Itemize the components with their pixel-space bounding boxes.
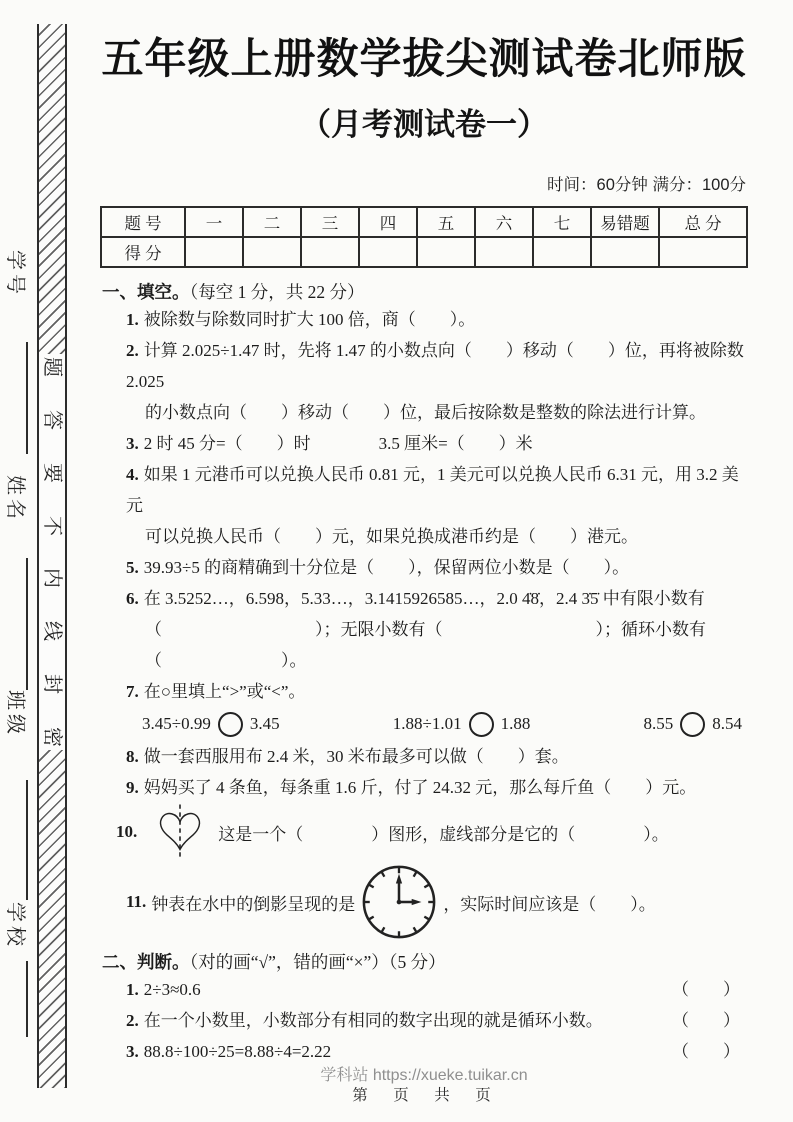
school-label: 学校 <box>4 902 26 950</box>
question-number: 9. <box>126 778 139 797</box>
comparison-circle-icon <box>469 712 494 737</box>
score-cell <box>417 237 475 267</box>
score-header-cell: 总 分 <box>659 207 747 237</box>
footer-page-info: 第 页 共 页 <box>352 1087 496 1104</box>
question-number: 3. <box>126 434 139 453</box>
question-text: 2÷3≈0.6 <box>143 980 201 999</box>
student-name-label: 姓名 <box>4 475 26 523</box>
comparison-item <box>393 712 531 737</box>
score-header-cell: 题 号 <box>101 207 185 237</box>
comparison-circle-icon <box>218 712 243 737</box>
comparison-right: 8.54 <box>712 714 742 733</box>
score-row-label: 得 分 <box>101 237 185 267</box>
seal-char: 封 <box>41 674 63 695</box>
score-table <box>100 206 748 268</box>
time-limit-info: 时间：60分钟 满分：100分 <box>547 176 746 194</box>
seal-char: 答 <box>41 409 63 430</box>
question-number: 7. <box>126 682 139 701</box>
answer-blank: （ ） <box>672 1011 740 1030</box>
question-2-continued: 的小数点向（ ）移动（ ）位，最后按除数是整数的除法进行计算。 <box>145 403 706 422</box>
score-cell <box>185 237 243 267</box>
answer-blank: （ ） <box>672 980 740 999</box>
question-number: 3. <box>126 1042 139 1061</box>
question-text: 在一个小数里，小数部分有相同的数字出现的就是循环小数。 <box>143 1011 603 1030</box>
score-header-cell: 五 <box>417 207 475 237</box>
score-header-cell: 二 <box>243 207 301 237</box>
seal-char: 线 <box>41 621 63 642</box>
score-cell <box>475 237 533 267</box>
clock-icon <box>360 863 438 941</box>
seal-char: 内 <box>41 568 63 589</box>
footer-site-url: 学科站 https://xueke.tuikar.cn <box>320 1067 528 1084</box>
judgment-item-2 <box>100 1005 748 1036</box>
question-number: 1. <box>126 310 139 329</box>
comparison-item <box>644 712 743 737</box>
question-text: 妈妈买了 4 条鱼，每条重 1.6 斤，付了 24.32 元，那么每斤鱼（ ）元。 <box>143 778 697 797</box>
seal-band <box>37 24 67 1088</box>
section2-heading-note: （对的画“√”，错的画“×”）（5 分） <box>189 952 446 972</box>
section2-heading-title: 二、判断。 <box>102 952 190 972</box>
question-text: 这是一个（ ）图形，虚线部分是它的（ ）。 <box>218 824 669 844</box>
question-number: 2. <box>126 1011 139 1030</box>
page-footer <box>100 1066 748 1105</box>
exam-subtitle: （月考测试卷一） <box>300 107 548 142</box>
student-name-blank-line <box>26 558 28 690</box>
class-blank-line <box>26 780 28 900</box>
question-text: 如果 1 元港币可以兑换人民币 0.81 元，1 美元可以兑换人民币 6.31 元，用 3.2 美元 <box>126 465 739 515</box>
seal-char: 不 <box>41 515 63 536</box>
score-table-header-row <box>101 207 747 237</box>
spacer <box>331 1036 672 1067</box>
question-number: 10. <box>116 822 138 841</box>
score-cell <box>301 237 359 267</box>
seal-char: 要 <box>41 462 63 483</box>
question-number: 5. <box>126 558 139 577</box>
exam-title: 五年级上册数学拔尖测试卷北师版 <box>101 35 747 82</box>
hatch-pattern-bottom-icon <box>39 750 65 1088</box>
question-text: 2 时 45 分=（ ）时 3.5 厘米=（ ）米 <box>143 434 533 453</box>
question-number: 8. <box>126 747 139 766</box>
question-8 <box>100 741 748 772</box>
score-cell <box>659 237 747 267</box>
question-9 <box>100 772 748 803</box>
spacer <box>603 1005 672 1036</box>
judgment-item-1 <box>100 974 748 1005</box>
question-1 <box>100 304 748 335</box>
question-text: 在○里填上“>”或“<”。 <box>143 682 306 701</box>
question-6-continued: （ ）；无限小数有（ ）；循环小数有 <box>145 620 706 639</box>
question-number: 11. <box>126 892 147 911</box>
question-4-continued: 可以兑换人民币（ ）元，如果兑换成港币约是（ ）港元。 <box>145 527 638 546</box>
question-text-after: ，实际时间应该是（ ）。 <box>443 894 656 914</box>
heart-symmetry-icon <box>147 803 213 861</box>
comparison-left: 3.45÷0.99 <box>142 714 211 733</box>
score-cell <box>533 237 591 267</box>
spacer <box>201 974 672 1005</box>
question-text: 在 3.5252…，6.598，5.33…，3.1415926585…，2.0 4̇8̇，2.4 3̇5̇ 中有限小数有 <box>143 589 705 608</box>
student-id-blank-line <box>26 342 28 454</box>
question-6-continued-2: （ ）。 <box>145 651 307 670</box>
hatch-pattern-top-icon <box>39 24 65 354</box>
answer-blank: （ ） <box>672 1042 740 1061</box>
question-10 <box>100 803 748 861</box>
question-text: 88.8÷100÷25=8.88÷4=2.22 <box>143 1042 332 1061</box>
score-table-score-row <box>101 237 747 267</box>
seal-char: 密 <box>41 726 63 747</box>
section1-heading-title: 一、填空。 <box>102 282 190 302</box>
score-header-cell: 六 <box>475 207 533 237</box>
score-header-cell: 易错题 <box>591 207 659 237</box>
score-cell <box>591 237 659 267</box>
comparison-item <box>142 712 280 737</box>
comparison-left: 8.55 <box>643 714 674 733</box>
score-header-cell: 七 <box>533 207 591 237</box>
school-blank-line <box>26 961 28 1037</box>
question-text: 计算 2.025÷1.47 时，先将 1.47 的小数点向（ ）移动（ ）位，再将被除数2.025 <box>126 341 744 391</box>
question-6 <box>100 583 748 614</box>
score-cell <box>243 237 301 267</box>
question-4 <box>100 459 748 521</box>
question-3 <box>100 428 748 459</box>
comparison-left: 1.88÷1.01 <box>392 714 462 733</box>
comparison-right: 1.88 <box>500 714 531 733</box>
question-number: 1. <box>126 980 139 999</box>
question-5 <box>100 552 748 583</box>
score-header-cell: 一 <box>185 207 243 237</box>
score-cell <box>359 237 417 267</box>
question-number: 4. <box>126 465 139 484</box>
question-number: 2. <box>126 341 139 360</box>
section1-heading-note: （每空 1 分，共 22 分） <box>189 282 365 302</box>
class-label: 班级 <box>4 690 26 738</box>
question-7 <box>100 676 748 707</box>
main-content <box>100 0 748 1067</box>
comparison-right: 3.45 <box>249 714 280 733</box>
question-number: 6. <box>126 589 139 608</box>
seal-line-text <box>39 354 65 750</box>
question-text: 做一套西服用布 2.4 米，30 米布最多可以做（ ）套。 <box>143 747 569 766</box>
score-header-cell: 四 <box>359 207 417 237</box>
student-id-label: 学号 <box>4 250 26 298</box>
question-text: 39.93÷5 的商精确到十分位是（ ），保留两位小数是（ ）。 <box>143 558 630 577</box>
judgment-item-3 <box>100 1036 748 1067</box>
question-2 <box>100 335 748 397</box>
question-11 <box>100 861 748 943</box>
seal-char: 题 <box>41 357 63 377</box>
question-7-comparisons <box>100 707 748 741</box>
section1-heading <box>100 281 748 304</box>
score-header-cell: 三 <box>301 207 359 237</box>
comparison-circle-icon <box>680 712 705 737</box>
section2-heading <box>100 951 748 974</box>
question-text-before: 钟表在水中的倒影呈现的是 <box>151 894 356 914</box>
question-text: 被除数与除数同时扩大 100 倍，商（ ）。 <box>143 310 476 329</box>
